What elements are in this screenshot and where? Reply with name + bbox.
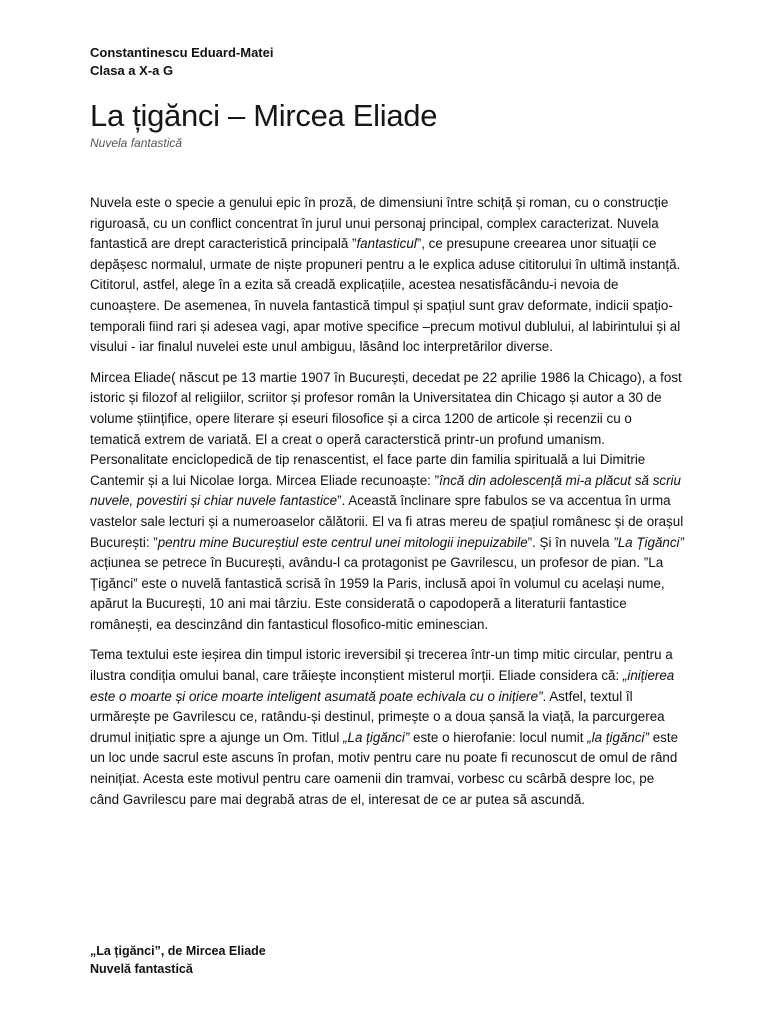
paragraph-3-text-g: este un loc unde sacrul este ascuns în profan, motiv pentru care nu poate fi recunoscut de omul de rând neinițiat. Acesta este motivul pentru care oamenii din tramvai, vorbesc cu scârbă despre loc, pe când Gavrilescu pare mai degrabă atras de el, interesat de ce ar putea să ascundă. — [90, 729, 679, 807]
paragraph-3-text-a: Tema textului este ieșirea din timpul istoric ireversibil și trecerea într-un timp mitic circular, pentru a ilustra condiția omului banal, care trăiește inconștient misterul morții. Eliade considera că: — [90, 647, 673, 684]
footer-line-2: Nuvelă fantastică — [90, 962, 193, 976]
paragraph-1 — [90, 193, 686, 358]
paragraph-2-text-e: ”. Și în nuvela — [527, 534, 614, 550]
paragraph-3-quote: „inițierea este o moarte și orice moarte inteligent asumată poate echivala cu o inițiere” — [90, 668, 675, 704]
class-label: Clasa a X-a G — [90, 63, 174, 78]
paragraph-2-quote-2: pentru mine Bucureștiul este centrul unei mitologii inepuizabile — [157, 534, 528, 550]
paragraph-3-text-c: . Astfel, textul îl urmărește pe Gavrilescu ce, ratându-și destinul, primește o a doua șansă la viață, la parcurgerea drumul inițiatic spre a ajunge un Om. Titlul — [90, 688, 665, 745]
author-name: Constantinescu Eduard-Matei — [90, 45, 274, 60]
author-header — [90, 44, 273, 80]
paragraph-2-text-g: acțiunea se petrece în București, avându-l ca protagonist pe Gavrilescu, un profesor de pian. ”La Țigănci” este o nuvelă fantastică scrisă în 1959 la Paris, inclusă apoi în volumul cu același nume, apărut la București, 10 ani mai târziu. Este considerată o capodoperă a literaturii fantastice românești, ea descinzând din fantasticul flosofico-mitic eminescian. — [90, 555, 665, 632]
paragraph-2-title-ref: ”La Țigănci” — [613, 534, 684, 550]
paragraph-3-text-e: este o hierofanie: locul numit — [409, 729, 588, 745]
paragraph-1-emphasis: fantasticul — [356, 236, 417, 252]
paragraph-1-text-a: Nuvela este o specie a genului epic în proză, de dimensiuni între schiță și roman, cu o construcție riguroasă, cu un conflict concentrat în jurul unui personaj principal, complex caracterizat. Nuvela fantastică are drept caracteristică principală ” — [90, 195, 669, 252]
document-title: La țigănci – Mircea Eliade — [90, 98, 438, 133]
page-footer — [90, 942, 266, 978]
document-body — [90, 193, 686, 820]
paragraph-2 — [90, 368, 686, 636]
paragraph-3-title-ref-1: „La țigănci” — [343, 729, 410, 745]
paragraph-3-title-ref-2: „la țigănci” — [587, 729, 649, 745]
footer-line-1: „La țigănci”, de Mircea Eliade — [90, 944, 266, 958]
paragraph-2-text-c: ”. Această înclinare spre fabulos se va accentua în urma vastelor sale lecturi și a numeroaselor călătorii. El va fi atras mereu de spațiul românesc și de orașul București: ” — [90, 493, 684, 550]
paragraph-2-text-a: Mircea Eliade( născut pe 13 martie 1907 în București, decedat pe 22 aprilie 1986 la Chicago), a fost istoric și filozof al religiilor, scriitor și profesor român la Universitatea din Chicago și autor a 30 de volume științifice, opere literare și eseuri filosofice și a circa 1200 de articole și recenzii cu o tematică extrem de variată. El a creat o operă caracterstică printr-un profund umanism. Personalitate enciclopedică de tip renascentist, el face parte din familia spirituală a lui Dimitrie Cantemir și a lui Nicolae Iorga. Mircea Eliade recunoaște: ” — [90, 369, 682, 488]
paragraph-3 — [90, 645, 686, 810]
paragraph-2-quote-1: încă din adolescență mi-a plăcut să scriu nuvele, povestiri și chiar nuvele fantastice — [90, 472, 681, 509]
document-subtitle: Nuvela fantastică — [90, 136, 183, 150]
paragraph-1-text-c: ”, ce presupune creearea unor situații ce depășesc normalul, urmate de niște propuneri pentru a le explica aduse cititorului în ultimă instanță. Cititorul, astfel, alege în a ezita să creadă explicațiile, acestea nesatisfăcându-i nevoia de cunoaștere. De asemenea, în nuvela fantastică timpul și spațiul sunt grav deformate, indicii spațio-temporali fiind rari și adesea vagi, apar motive specifice –precum motivul dublului, al labirintului și al visului - iar finalul nuvelei este unul ambiguu, lăsând loc interpretărilor diverse. — [90, 236, 681, 355]
